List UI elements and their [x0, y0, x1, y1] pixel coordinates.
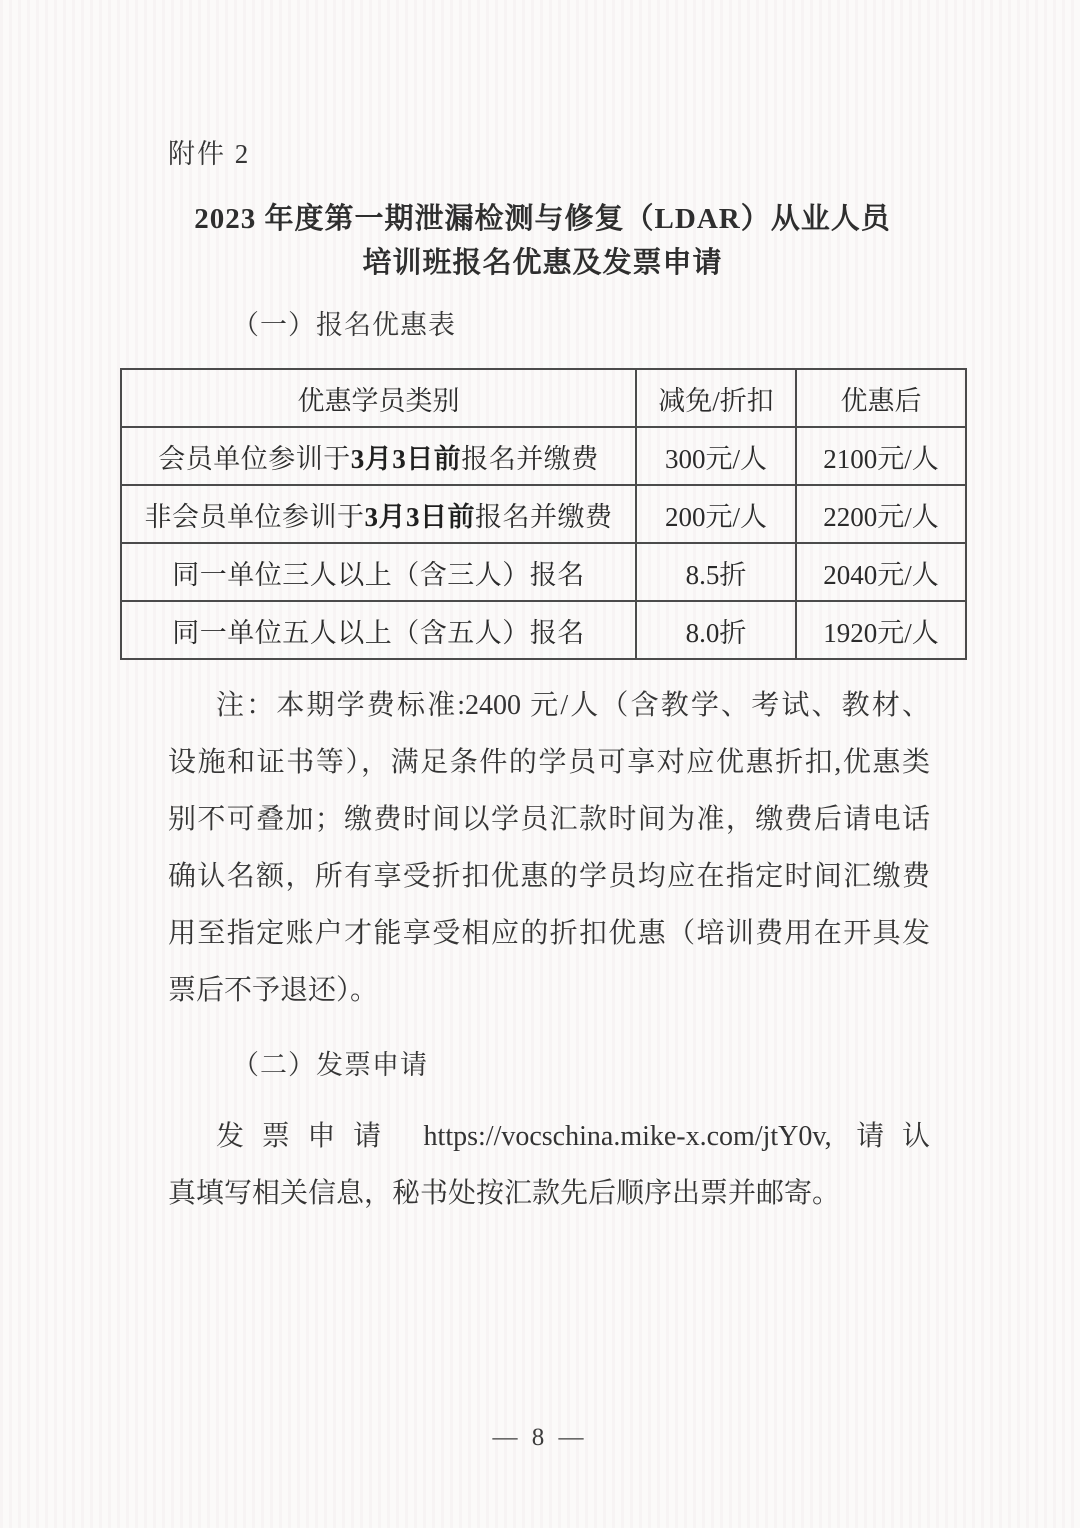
discount-table	[120, 368, 967, 660]
category-text: 报名并缴费	[475, 501, 613, 532]
table-row	[121, 427, 966, 485]
category-text: 同一单位三人以上（含三人）报名	[172, 559, 585, 590]
note-line: 设施和证书等），满足条件的学员可享对应优惠折扣,优惠类	[168, 747, 930, 778]
category-cell	[121, 543, 636, 601]
category-cell	[121, 485, 636, 543]
attachment-label: 附件 2	[168, 139, 251, 169]
note-paragraph	[168, 677, 930, 1019]
invoice-paragraph	[168, 1108, 930, 1222]
category-text: 报名并缴费	[461, 443, 599, 474]
section-heading-discount-table: （一）报名优惠表	[232, 310, 456, 340]
price-after-cell: 2200元/人	[796, 485, 966, 543]
price-after-cell: 1920元/人	[796, 601, 966, 659]
table-row	[121, 543, 966, 601]
reduction-cell: 200元/人	[636, 485, 796, 543]
page-number: — 8 —	[492, 1424, 588, 1451]
category-cell	[121, 601, 636, 659]
price-after-cell: 2100元/人	[796, 427, 966, 485]
document-title-line-1: 2023 年度第一期泄漏检测与修复（LDAR）从业人员	[194, 203, 891, 235]
note-line: 确认名额，所有享受折扣优惠的学员均应在指定时间汇缴费	[168, 861, 930, 892]
reduction-cell: 8.0折	[636, 601, 796, 659]
category-text: 非会员单位参训于	[144, 501, 365, 532]
price-after-cell: 2040元/人	[796, 543, 966, 601]
category-bold-text: 3月3日前	[364, 501, 475, 532]
table-header-row	[121, 369, 966, 427]
category-bold-text: 3月3日前	[350, 443, 462, 474]
header-cell-reduction: 减免/折扣	[636, 369, 796, 427]
table-row	[121, 601, 966, 659]
document-title-line-2: 培训班报名优惠及发票申请	[362, 247, 723, 279]
section-heading-invoice: （二）发票申请	[232, 1050, 428, 1080]
note-line: 票后不予退还）。	[168, 975, 379, 1006]
table-row	[121, 485, 966, 543]
reduction-cell: 300元/人	[636, 427, 796, 485]
category-text: 同一单位五人以上（含五人）报名	[172, 617, 585, 648]
header-cell-price-after: 优惠后	[796, 369, 966, 427]
invoice-line-with-url: 发票申请 https://vocschina.mike-x.com/jtY0v, 请认	[216, 1121, 930, 1152]
invoice-line: 真填写相关信息，秘书处按汇款先后顺序出票并邮寄。	[168, 1178, 841, 1209]
note-line: 注：本期学费标准:2400 元/人（含教学、考试、教材、	[216, 690, 930, 721]
reduction-cell: 8.5折	[636, 543, 796, 601]
category-text: 会员单位参训于	[158, 443, 351, 474]
category-cell	[121, 427, 636, 485]
document-title	[120, 197, 965, 285]
header-cell-category: 优惠学员类别	[121, 369, 636, 427]
note-line: 用至指定账户才能享受相应的折扣优惠（培训费用在开具发	[168, 918, 930, 949]
note-line: 别不可叠加；缴费时间以学员汇款时间为准，缴费后请电话	[168, 804, 930, 835]
